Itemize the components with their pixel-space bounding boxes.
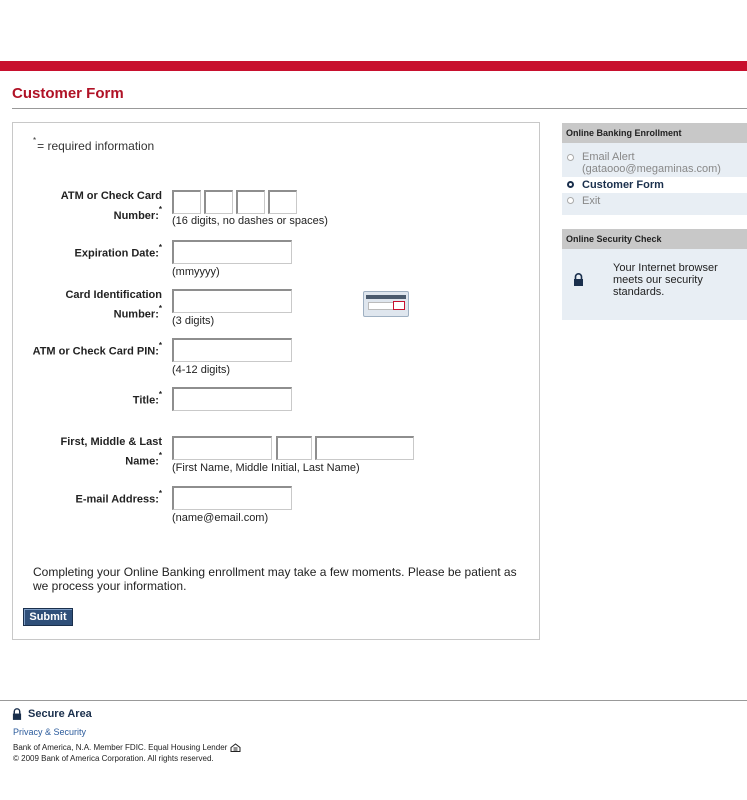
title-input[interactable]	[172, 387, 292, 411]
required-mark: *	[158, 489, 162, 498]
page-title: Customer Form	[12, 85, 124, 102]
card-security-code-icon	[363, 291, 409, 317]
step-indicator-icon	[567, 154, 574, 161]
legal-line-1-text: Bank of America, N.A. Member FDIC. Equal Housing Lender	[13, 743, 228, 752]
name-hint: (First Name, Middle Initial, Last Name)	[172, 462, 360, 474]
email-input[interactable]	[172, 486, 292, 510]
middle-initial-input[interactable]	[276, 436, 312, 460]
required-mark: *	[158, 341, 162, 350]
card-number-part1-input[interactable]	[172, 190, 201, 214]
step-exit-label: Exit	[582, 195, 601, 207]
card-number-label-line2: Number:*	[113, 205, 162, 222]
step-indicator-icon	[567, 197, 574, 204]
required-note-text: = required information	[37, 139, 155, 153]
step-exit	[562, 193, 747, 209]
last-name-input[interactable]	[315, 436, 414, 460]
cid-label-line1: Card Identification	[65, 289, 162, 301]
step-customer-form-label: Customer Form	[582, 179, 664, 191]
required-mark: *	[33, 136, 37, 145]
enrollment-heading: Online Banking Enrollment	[562, 123, 747, 143]
lock-icon	[573, 273, 584, 286]
brand-bar	[0, 61, 747, 71]
title-divider	[12, 108, 747, 109]
name-label	[61, 434, 162, 470]
enrollment-panel	[562, 123, 747, 215]
equal-housing-icon	[230, 743, 241, 752]
pin-input[interactable]	[172, 338, 292, 362]
card-signature-panel	[368, 302, 394, 310]
name-label-line1: First, Middle & Last	[60, 436, 162, 448]
card-number-label-line1: ATM or Check Card	[60, 190, 162, 202]
pin-hint: (4-12 digits)	[172, 364, 231, 376]
pin-label: ATM or Check Card PIN:*	[32, 341, 162, 358]
required-note	[33, 136, 155, 153]
security-heading: Online Security Check	[562, 229, 747, 249]
secure-area-label: Secure Area	[28, 708, 92, 720]
legal-line-2: © 2009 Bank of America Corporation. All rights reserved.	[13, 754, 214, 763]
email-label: E-mail Address:*	[75, 489, 162, 506]
name-label-line2: Name:*	[125, 451, 162, 468]
privacy-security-link[interactable]: Privacy & Security	[13, 727, 87, 737]
expiration-hint: (mmyyyy)	[172, 266, 220, 278]
step-email-alert-sub: (gataooo@megaminas.com)	[582, 163, 721, 175]
card-number-hint: (16 digits, no dashes or spaces)	[172, 215, 328, 227]
security-message: Your Internet browser meets our security standards.	[613, 262, 718, 298]
expiration-label: Expiration Date:*	[74, 243, 162, 260]
secure-lock-icon	[12, 708, 22, 720]
card-code-box	[393, 301, 405, 310]
step-email-alert-label: Email Alert	[582, 151, 635, 163]
cid-input[interactable]	[172, 289, 292, 313]
card-stripe	[366, 295, 406, 299]
legal-line-1	[13, 743, 241, 752]
footer-divider	[0, 700, 747, 701]
title-label: Title:*	[132, 390, 162, 407]
expiration-input[interactable]	[172, 240, 292, 264]
required-mark: *	[158, 390, 162, 399]
processing-note: Completing your Online Banking enrollment may take a few moments. Please be patient as we process your information.	[33, 565, 517, 593]
step-indicator-icon	[567, 181, 574, 188]
first-name-input[interactable]	[172, 436, 272, 460]
cid-hint: (3 digits)	[172, 315, 215, 327]
required-mark: *	[158, 451, 162, 460]
required-mark: *	[158, 304, 162, 313]
email-hint: (name@email.com)	[172, 512, 269, 524]
card-number-label	[61, 188, 162, 224]
card-number-part4-input[interactable]	[268, 190, 297, 214]
required-mark: *	[158, 243, 162, 252]
card-number-part2-input[interactable]	[204, 190, 233, 214]
security-check-panel	[562, 229, 747, 320]
required-mark: *	[158, 205, 162, 214]
card-number-part3-input[interactable]	[236, 190, 265, 214]
cid-label	[65, 287, 162, 323]
submit-button[interactable]: Submit	[23, 608, 73, 626]
step-customer-form	[562, 177, 747, 193]
step-email-alert	[562, 151, 747, 177]
cid-label-line2: Number:*	[113, 304, 162, 321]
